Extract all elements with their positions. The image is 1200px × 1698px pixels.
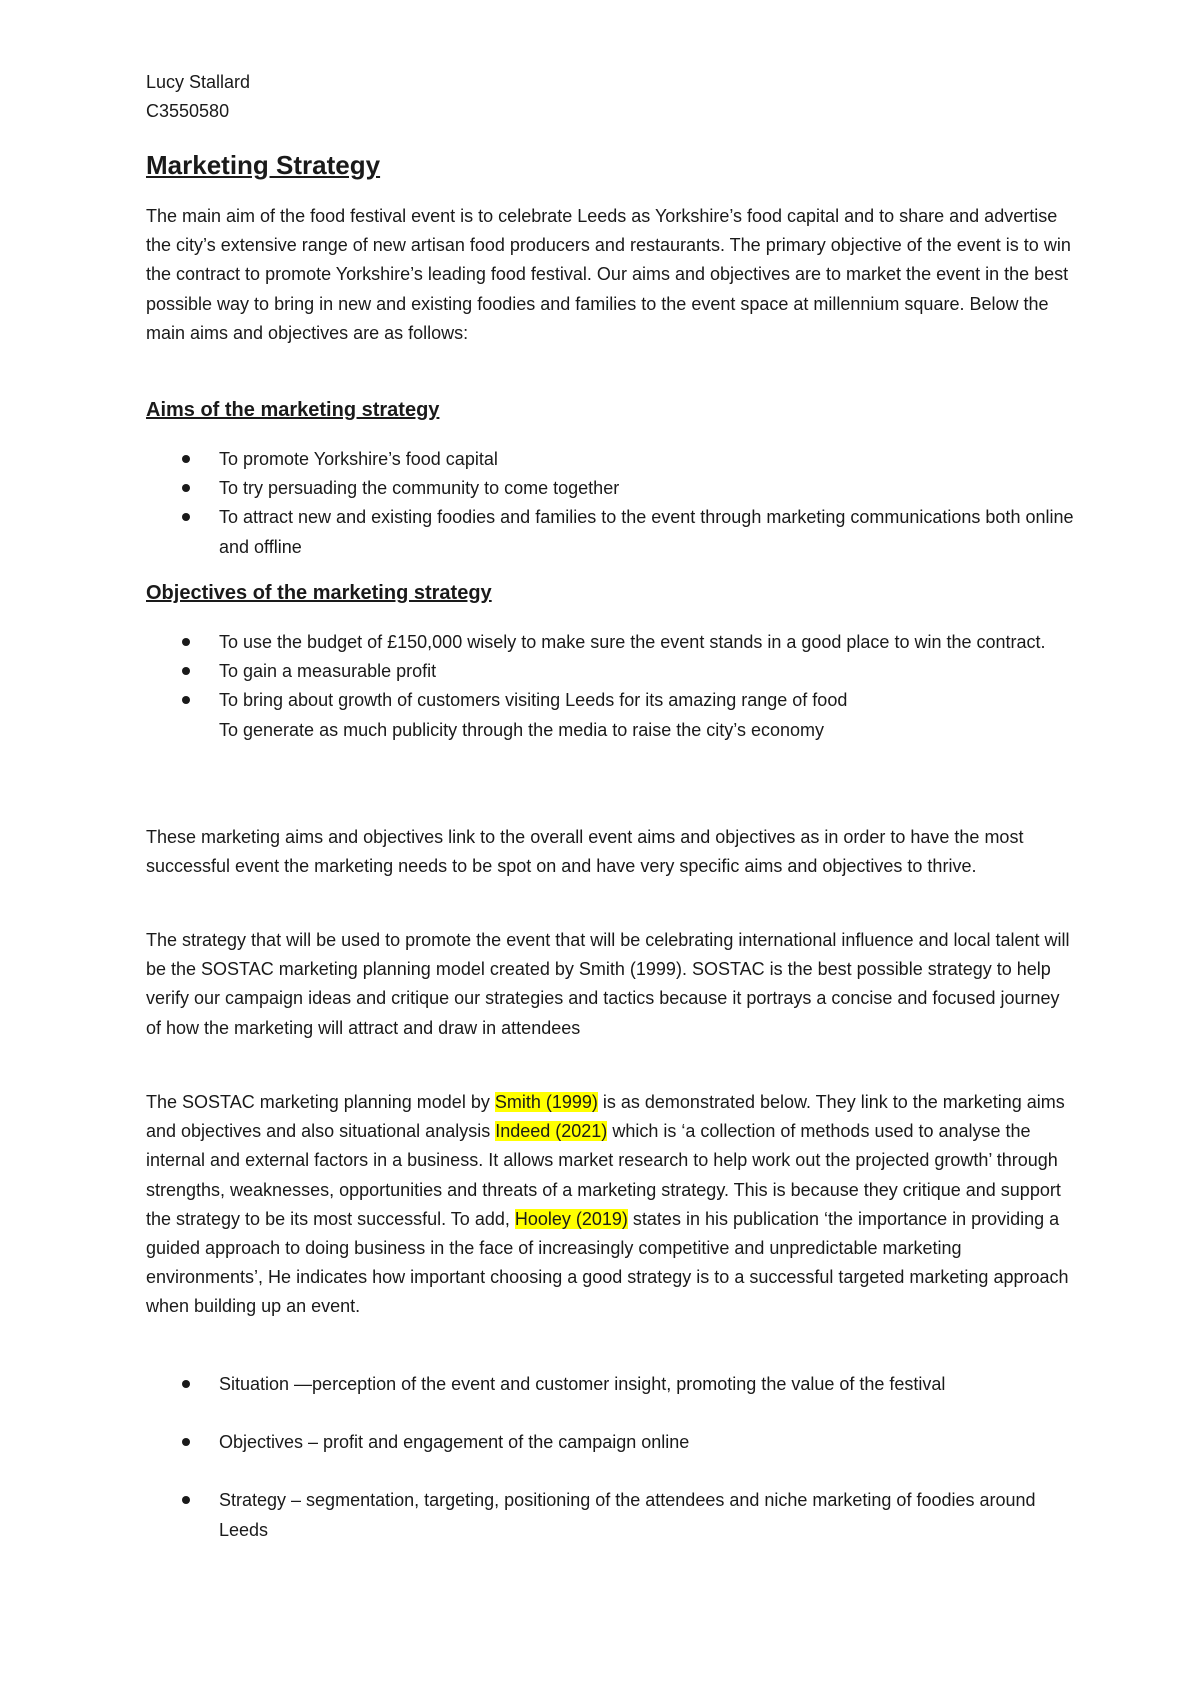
list-item: To try persuading the community to come together bbox=[146, 474, 1076, 503]
citation-hooley: Hooley (2019) bbox=[514, 1208, 628, 1229]
bullet-icon bbox=[182, 1438, 190, 1446]
list-item: Situation —perception of the event and customer insight, promoting the value of the festival bbox=[146, 1370, 1076, 1399]
list-item: Objectives – profit and engagement of the campaign online bbox=[146, 1428, 1076, 1457]
bullet-icon bbox=[182, 696, 190, 704]
links-paragraph: These marketing aims and objectives link to the overall event aims and objectives as in order to have the most successful event the marketing needs to be spot on and have very specific aims and objectives to thrive. bbox=[146, 827, 1024, 877]
list-item: To attract new and existing foodies and families to the event through marketing communications both online and offline bbox=[146, 503, 1076, 561]
bullet-icon bbox=[182, 638, 190, 646]
student-id: C3550580 bbox=[146, 101, 230, 121]
bullet-icon bbox=[182, 1380, 190, 1388]
page-title: Marketing Strategy bbox=[146, 150, 381, 180]
list-item-continuation: To generate as much publicity through the media to raise the city’s economy bbox=[219, 719, 824, 740]
aims-list bbox=[146, 445, 1076, 562]
list-item: To gain a measurable profit bbox=[146, 657, 1076, 686]
bullet-icon bbox=[182, 513, 190, 521]
citation-indeed: Indeed (2021) bbox=[495, 1121, 608, 1142]
list-item: To use the budget of £150,000 wisely to make sure the event stands in a good place to win the contract. bbox=[146, 628, 1076, 657]
list-item: Strategy – segmentation, targeting, positioning of the attendees and niche marketing of foodies around Leeds bbox=[146, 1486, 1076, 1544]
objectives-heading: Objectives of the marketing strategy bbox=[146, 582, 492, 604]
bullet-icon bbox=[182, 455, 190, 463]
citation-smith: Smith (1999) bbox=[494, 1092, 598, 1112]
strategy-paragraph: The strategy that will be used to promote the event that will be celebrating international influence and local talent will be the SOSTAC marketing planning model created by Smith (1999). SOSTAC is the best possible strategy to help verify our campaign ideas and critique our strategies and tactics because it portrays a concise and focused journey of how the marketing will attract and draw in attendees bbox=[146, 930, 1070, 1038]
objectives-list bbox=[146, 628, 1076, 745]
bullet-icon bbox=[182, 667, 190, 675]
aims-heading: Aims of the marketing strategy bbox=[146, 399, 440, 421]
list-item: To bring about growth of customers visiting Leeds for its amazing range of food bbox=[146, 686, 1076, 715]
intro-paragraph: The main aim of the food festival event is to celebrate Leeds as Yorkshire’s food capital and to share and advertise the city’s extensive range of new artisan food producers and restaurants. The primary objective of the event is to win the contract to promote Yorkshire’s leading food festival. Our aims and objectives are to market the event in the best possible way to bring in new and existing foodies and families to the event space at millennium square. Below the main aims and objectives are as follows: bbox=[146, 206, 1071, 343]
sostac-list bbox=[146, 1370, 1076, 1545]
bullet-icon bbox=[182, 484, 190, 492]
sostac-paragraph: The SOSTAC marketing planning model by Smith (1999) is as demonstrated below. They link to the marketing aims and objectives and also situational analysis Indeed (2021) which is ‘a collection of methods used to analyse the internal and external factors in a business. It allows market research to help work out the projected growth’ through strengths, weaknesses, opportunities and threats of a marketing strategy. This is because they critique and support the strategy to be its most successful. To add, Hooley (2019) states in his publication ‘the importance in providing a guided approach to doing business in the face of increasingly competitive and unpredictable marketing environments’, He indicates how important choosing a good strategy is to a successful targeted marketing approach when building up an event. bbox=[146, 1092, 1069, 1317]
list-item: To promote Yorkshire’s food capital bbox=[146, 445, 1076, 474]
author-name: Lucy Stallard bbox=[146, 72, 251, 92]
bullet-icon bbox=[182, 1496, 190, 1504]
